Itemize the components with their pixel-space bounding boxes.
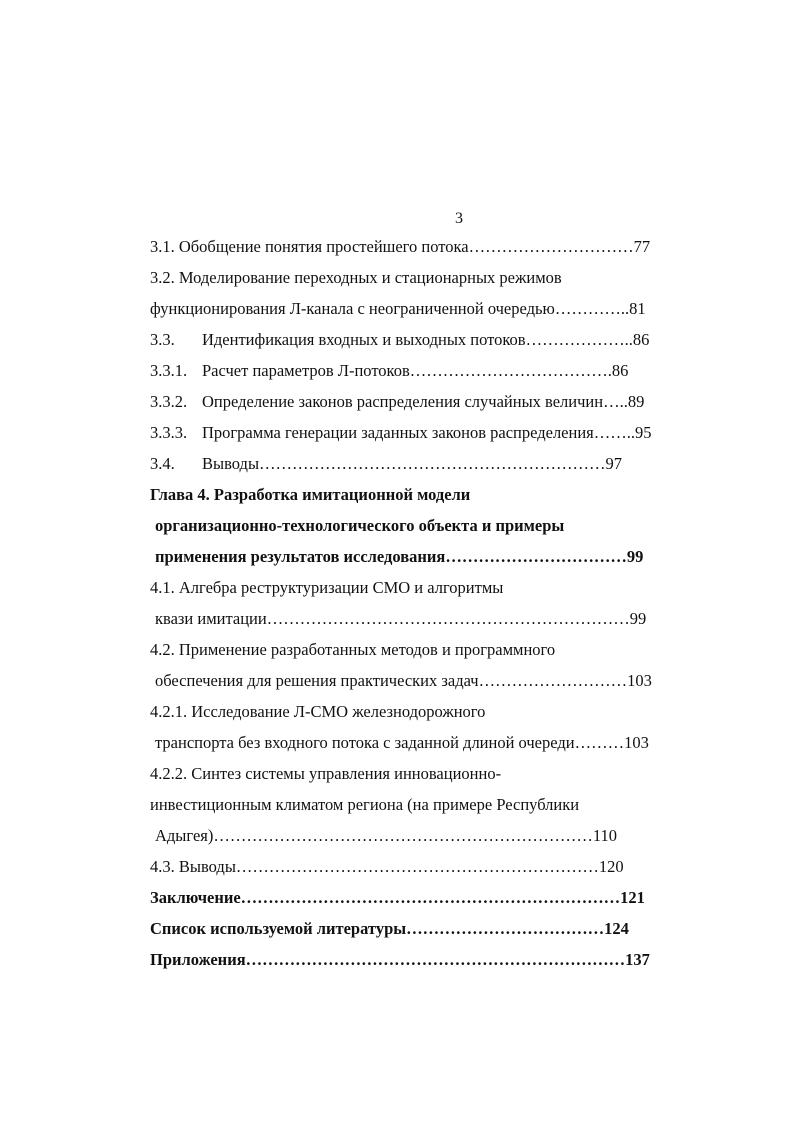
toc-entry-title: Определение законов распределения случайных величин…..89 bbox=[202, 392, 645, 411]
toc-entry-appendices: Приложения……………………………………………………………137 bbox=[150, 950, 650, 969]
toc-entry-number: 3.3.1. bbox=[150, 361, 188, 380]
toc-entry: 4.3. Выводы…………………………………………………………120 bbox=[150, 857, 624, 876]
toc-entry: квази имитации…………………………………………………………99 bbox=[155, 609, 647, 628]
toc-chapter-heading: применения результатов исследования……………………………99 bbox=[155, 547, 644, 566]
page-number: 3 bbox=[455, 210, 463, 227]
toc-entry bbox=[150, 330, 649, 350]
toc-chapter-heading: Глава 4. Разработка имитационной модели bbox=[150, 485, 471, 504]
toc-entry: 4.1. Алгебра реструктуризации СМО и алгоритмы bbox=[150, 578, 504, 597]
toc-entry: 4.2. Применение разработанных методов и программного bbox=[150, 640, 556, 659]
toc-entry: Адыгея)……………………………………………………………110 bbox=[155, 826, 617, 845]
toc-entry: функционирования Л-канала с неограниченной очередью…………..81 bbox=[150, 299, 646, 318]
toc-entry bbox=[150, 454, 622, 474]
toc-entry-references: Список используемой литературы………………………………124 bbox=[150, 919, 629, 938]
toc-entry bbox=[150, 423, 652, 443]
toc-entry: инвестиционным климатом региона (на примере Республики bbox=[150, 795, 580, 814]
toc-entry: 4.2.2. Синтез системы управления инновационно- bbox=[150, 764, 502, 783]
toc-entry: 3.2. Моделирование переходных и стационарных режимов bbox=[150, 268, 562, 287]
toc-entry-number: 3.3.2. bbox=[150, 392, 188, 411]
toc-entry: обеспечения для решения практических задач………………………103 bbox=[155, 671, 652, 690]
toc-entry-title: Выводы………………………………………………………97 bbox=[202, 454, 623, 473]
toc-entry-number: 3.4. bbox=[150, 454, 175, 473]
toc-entry-title: Расчет параметров Л-потоков……………………………….86 bbox=[202, 361, 629, 380]
toc-entry-title: Программа генерации заданных законов распределения……..95 bbox=[202, 423, 652, 442]
toc-entry-number: 3.3.3. bbox=[150, 423, 188, 442]
toc-entry: 3.1. Обобщение понятия простейшего потока…………………………77 bbox=[150, 237, 651, 256]
toc-entry bbox=[150, 392, 644, 412]
toc-entry-number: 3.3. bbox=[150, 330, 175, 349]
toc-entry bbox=[150, 361, 628, 381]
toc-entry: 4.2.1. Исследование Л-СМО железнодорожного bbox=[150, 702, 486, 721]
toc-entry-conclusion: Заключение……………………………………………………………121 bbox=[150, 888, 645, 907]
toc-chapter-heading: организационно-технологического объекта и примеры bbox=[155, 516, 565, 535]
toc-entry-title: Идентификация входных и выходных потоков………………..86 bbox=[202, 330, 650, 349]
toc-entry: транспорта без входного потока с заданной длиной очереди………103 bbox=[155, 733, 649, 752]
